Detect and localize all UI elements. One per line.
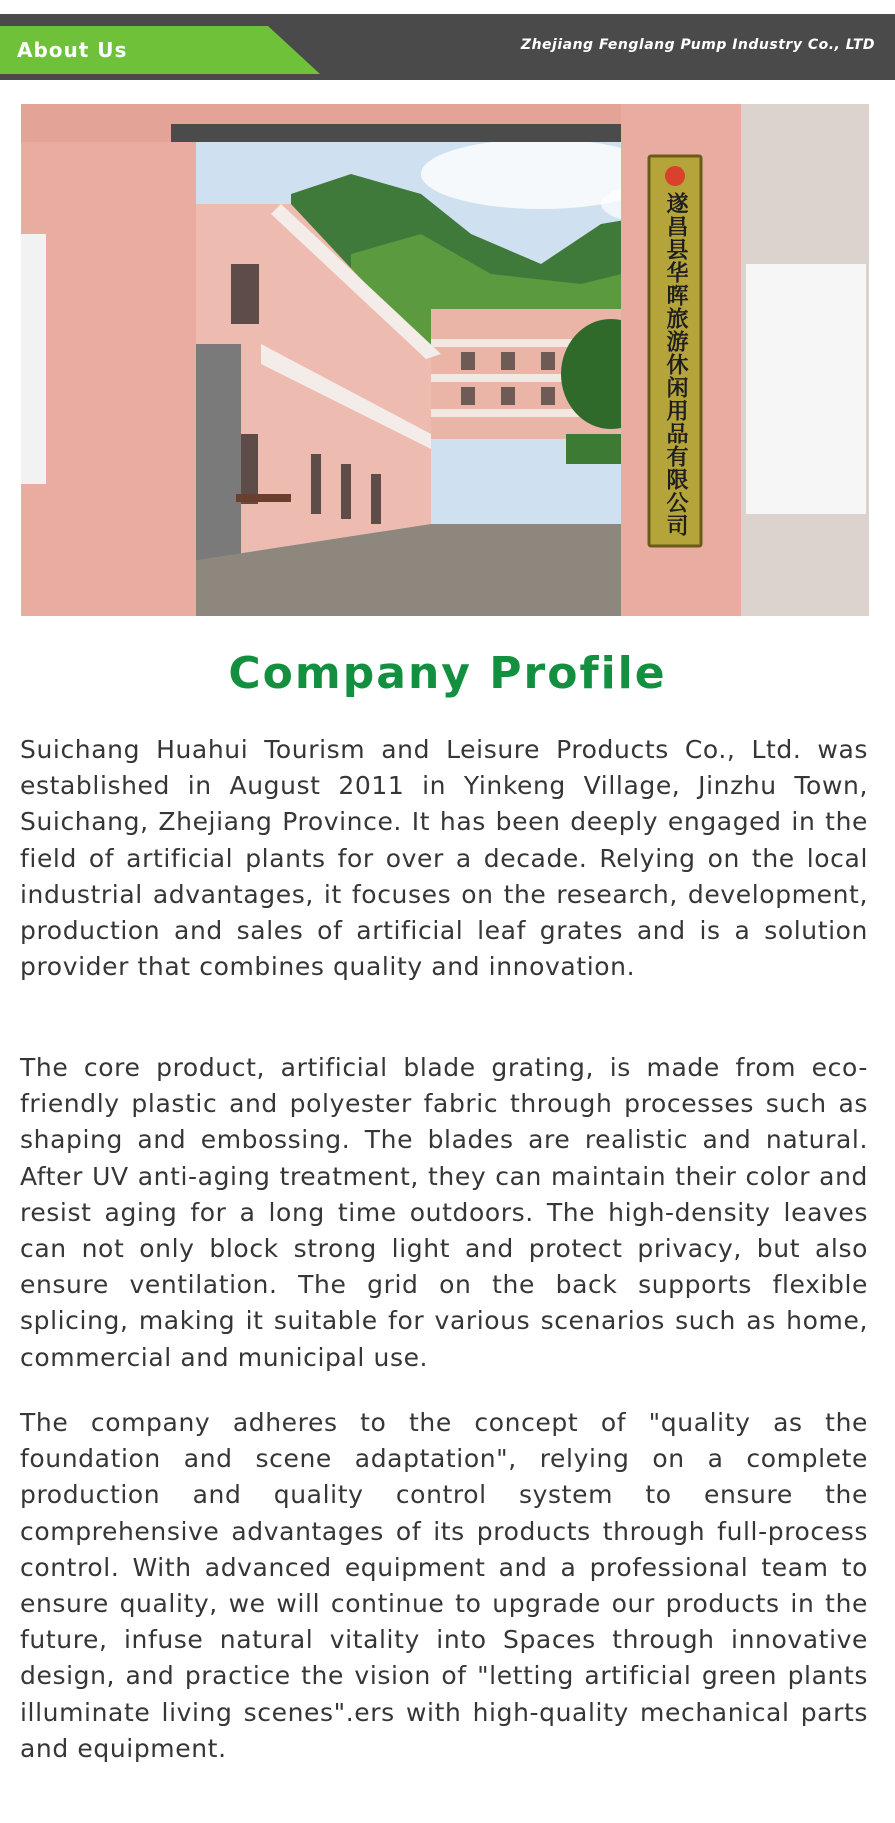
sign-logo-icon [665,166,685,186]
table [236,494,291,502]
profile-paragraph-3: The company adheres to the concept of "quality as the foundation and scene adaptation", relying on a complete production and quality control system to ensure the comprehensive advantages of its products through full-process control. With advanced equipment and a professional team to ensure quality, we will continue to upgrade our products in the future, infuse natural vitality into Spaces through innovative design, and practice the vision of "letting artificial green plants illuminate living scenes".ers with high-quality mechanical parts and equipment. [20,1408,868,1763]
profile-paragraph-1: Suichang Huahui Tourism and Leisure Products Co., Ltd. was established in August 2011 in Yinkeng Village, Jinzhu Town, Suichang, Zhejiang Province. It has been deeply engaged in the field of artificial plants for over a decade. Relying on the local industrial advantages, it focuses on the research, development, production and sales of artificial leaf grates and is a solution provider that combines quality and innovation. [20,735,868,982]
beam-shadow [171,124,621,142]
section-label: About Us [17,38,128,62]
page-title: Company Profile [228,648,667,699]
profile-paragraph-2: The core product, artificial blade grating, is made from eco-friendly plastic and polyester fabric through processes such as shaping and embossing. The blades are realistic and natural. After UV anti-aging treatment, they can maintain their color and resist aging for a long time outdoors. The high-density leaves can not only block strong light and protect privacy, but also ensure ventilation. The grid on the back supports flexible splicing, making it suitable for various scenarios such as home, commercial and municipal use. [20,1053,868,1372]
company-sign-text: 遂昌县华晖旅游休闲用品有限公司 [663,192,688,537]
company-name: Zhejiang Fenglang Pump Industry Co., LTD [520,37,875,53]
company-gate-photo [21,104,869,616]
gate-pillar-left [21,104,196,616]
notice-board-right [746,264,866,514]
notice-board [21,234,46,484]
gate-photo-illustration [21,104,869,616]
